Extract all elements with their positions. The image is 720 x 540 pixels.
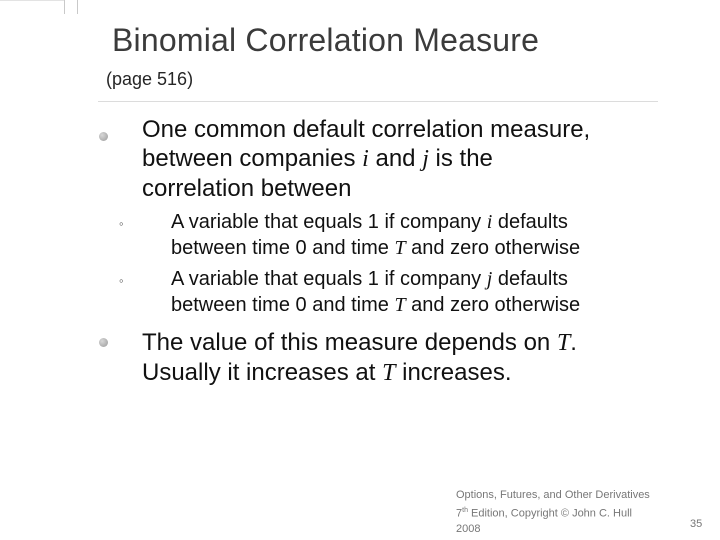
text-line: One common default correlation measure, [142,116,591,143]
math-variable: T [394,236,406,259]
sub-bullet-text [171,210,580,261]
math-variable: T [394,293,406,316]
text-line: A variable that equals 1 if company i defaults [171,211,568,233]
math-variable: T [556,330,571,356]
sub-bullet-text [171,267,580,318]
slide-footer [456,488,650,537]
bullet-icon [99,132,108,141]
text-line: between time 0 and time T and zero otherwise [171,236,581,259]
title-divider [98,101,658,102]
bullet-text [142,115,590,203]
frame-decoration [0,0,64,1]
math-variable: T [382,360,396,386]
footer-copyright: 7th Edition, Copyright © John C. Hull [456,507,632,520]
footer-book-title: Options, Futures, and Other Derivatives [456,489,650,501]
math-variable: j [422,146,429,172]
math-variable: i [486,211,493,233]
text-line: The value of this measure depends on T. [142,329,577,356]
text-line: correlation between [142,175,352,202]
math-variable: j [486,268,493,290]
text-line: between companies i and j is the [142,145,493,172]
text-line: A variable that equals 1 if company j defaults [171,268,568,290]
slide-subtitle: (page 516) [106,69,194,89]
frame-decoration [64,0,78,14]
sub-bullet-icon: ◦ [119,216,124,231]
bullet-icon [99,338,108,347]
bullet-text [142,328,577,388]
sub-bullet-icon: ◦ [119,273,124,288]
text-line: Usually it increases at T increases. [142,359,512,386]
math-variable: i [362,146,369,172]
page-number: 35 [690,518,703,530]
slide-title: Binomial Correlation Measure [112,22,540,58]
footer-year: 2008 [456,522,481,535]
text-line: between time 0 and time T and zero otherwise [171,293,581,316]
